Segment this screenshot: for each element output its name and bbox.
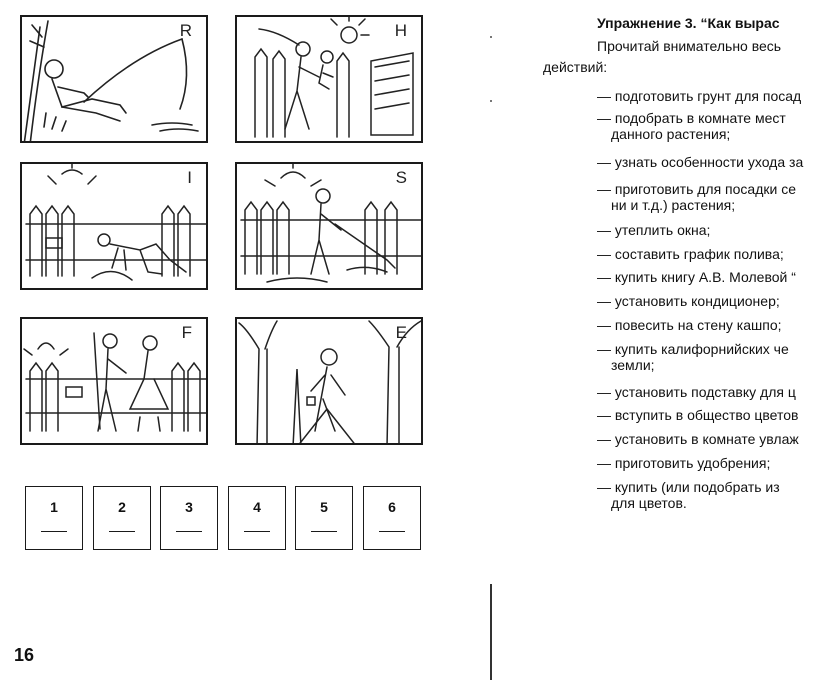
list-item: — установить кондиционер; bbox=[597, 293, 780, 309]
list-item: — утеплить окна; bbox=[597, 222, 711, 238]
answer-box-6[interactable] bbox=[363, 486, 421, 550]
list-item: — купить (или подобрать из для цветов. bbox=[597, 479, 780, 511]
list-item: — вступить в общество цветов bbox=[597, 407, 799, 423]
answer-blank-line bbox=[311, 531, 337, 532]
list-item: — установить подставку для ц bbox=[597, 384, 796, 400]
couple-in-garden-illustration bbox=[22, 319, 208, 445]
panel-i bbox=[20, 162, 208, 290]
list-item: — купить калифорнийских че земли; bbox=[597, 341, 789, 373]
panel-letter: F bbox=[181, 323, 192, 342]
answer-number: 4 bbox=[253, 499, 261, 515]
panel-letter: H bbox=[394, 21, 407, 40]
gutter-dot bbox=[490, 100, 492, 102]
page-gutter-line bbox=[490, 584, 492, 680]
answer-number: 5 bbox=[320, 499, 328, 515]
list-item: — подготовить грунт для посад bbox=[597, 88, 802, 104]
list-item: — приготовить для посадки се ни и т.д.) растения; bbox=[597, 181, 797, 213]
panel-s bbox=[235, 162, 423, 290]
answer-box-2[interactable] bbox=[93, 486, 151, 550]
answer-box-4[interactable] bbox=[228, 486, 286, 550]
gutter-dot bbox=[490, 36, 492, 38]
list-item: — повесить на стену кашпо; bbox=[597, 317, 782, 333]
answer-number: 2 bbox=[118, 499, 126, 515]
answer-number: 6 bbox=[388, 499, 396, 515]
list-item: — составить график полива; bbox=[597, 246, 784, 262]
answer-blank-line bbox=[244, 531, 270, 532]
answer-box-1[interactable] bbox=[25, 486, 83, 550]
panel-letter: I bbox=[187, 168, 192, 187]
panel-letter: S bbox=[395, 168, 407, 187]
answer-box-5[interactable] bbox=[295, 486, 353, 550]
answer-number: 1 bbox=[50, 499, 58, 515]
answer-box-3[interactable] bbox=[160, 486, 218, 550]
panel-letter: R bbox=[179, 21, 192, 40]
list-item: — подобрать в комнате мест данного растения; bbox=[597, 110, 786, 142]
answer-blank-line bbox=[109, 531, 135, 532]
panel-e bbox=[235, 317, 423, 445]
list-item: — купить книгу А.В. Молевой “ bbox=[597, 269, 796, 285]
exercise-title: Упражнение 3. “Как вырас bbox=[597, 15, 780, 31]
panel-letter: E bbox=[395, 323, 407, 342]
answer-blank-line bbox=[41, 531, 67, 532]
page-number: 16 bbox=[14, 645, 35, 665]
list-item: — узнать особенности ухода за bbox=[597, 154, 804, 170]
panel-r bbox=[20, 15, 208, 143]
list-item: — приготовить удобрения; bbox=[597, 455, 771, 471]
answer-blank-line bbox=[176, 531, 202, 532]
panel-h bbox=[235, 15, 423, 143]
list-item: — установить в комнате увлаж bbox=[597, 431, 799, 447]
man-kneeling-planting-illustration bbox=[22, 164, 208, 290]
exercise-intro: Прочитай внимательно весь bbox=[597, 38, 782, 54]
answer-blank-line bbox=[379, 531, 405, 532]
answer-number: 3 bbox=[185, 499, 193, 515]
panel-f bbox=[20, 317, 208, 445]
exercise-intro-continued: действий: bbox=[543, 59, 608, 75]
